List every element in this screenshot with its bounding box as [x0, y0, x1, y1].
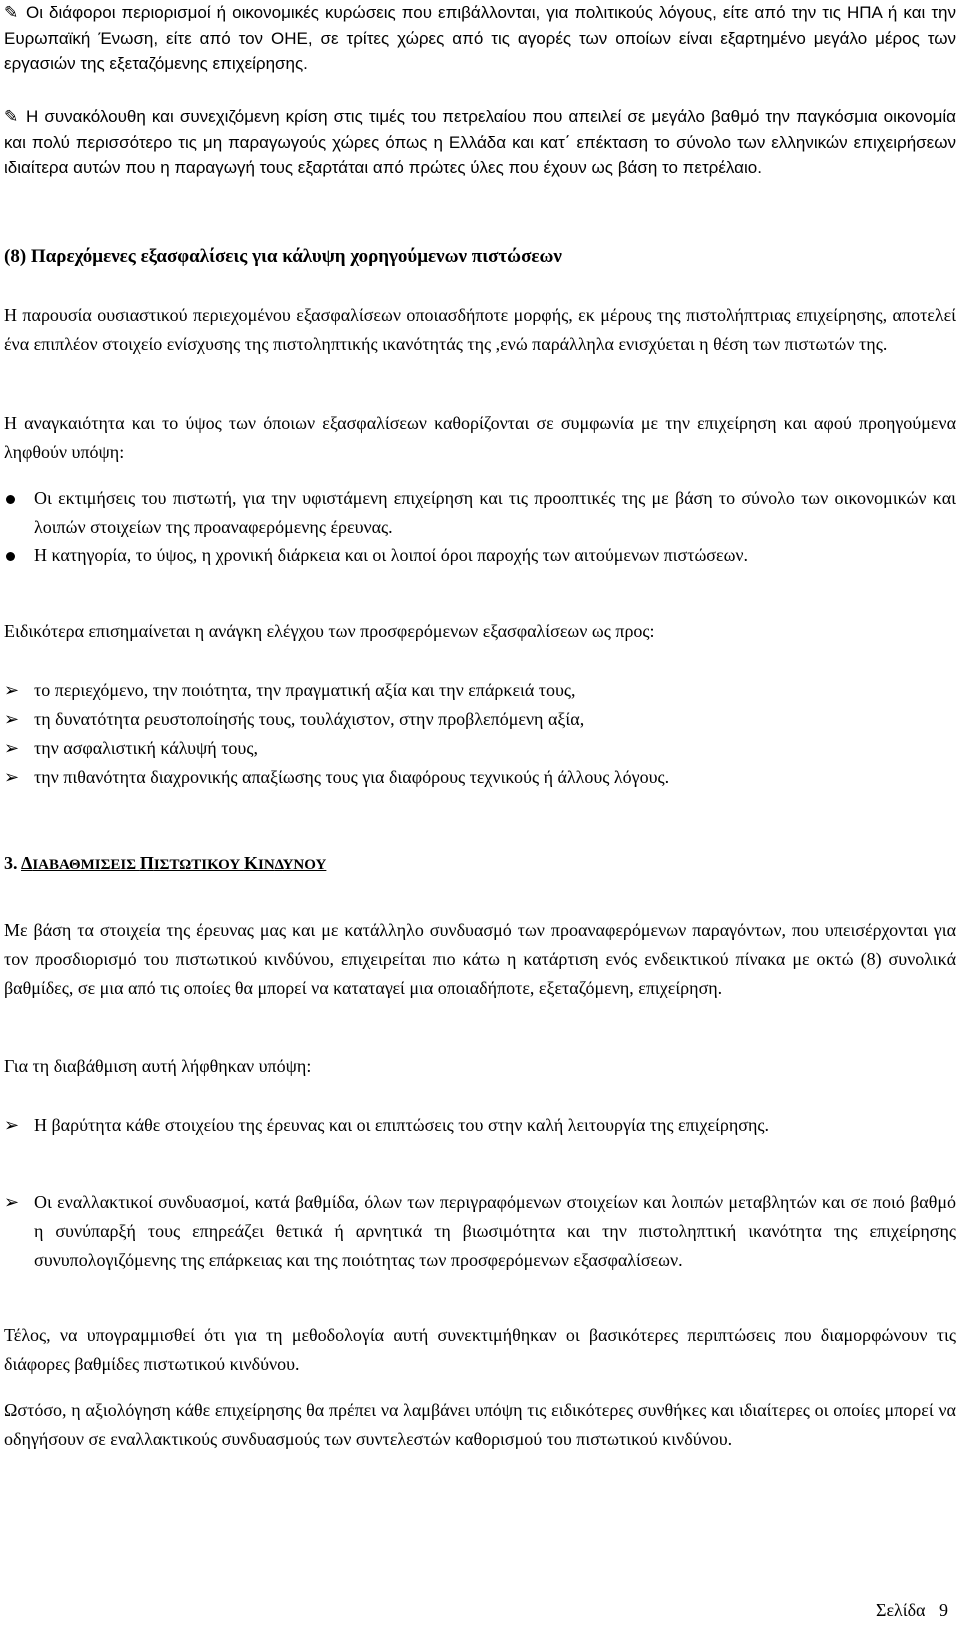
section-title-text: ΔΙΑΒΑΘΜΙΣΕΙΣ ΠΙΣΤΩΤΙΚΟΥ ΚΙΝΔΥΝΟΥ: [21, 853, 327, 873]
list-item: [4, 705, 956, 734]
filled-circle-icon: [6, 495, 15, 504]
arrowhead-check-icon: ➢: [4, 680, 20, 701]
section-title: 3. ΔΙΑΒΑΘΜΙΣΕΙΣ ΠΙΣΤΩΤΙΚΟΥ ΚΙΝΔΥΝΟΥ: [4, 853, 327, 873]
paragraph: Η αναγκαιότητα και το ύψος των όποιων εξασφαλίσεων καθορίζονται σε συμφωνία με την επιχείρηση και αφού προηγούμενα ληφθούν υπόψη:: [4, 413, 956, 462]
list-item-text: την ασφαλιστική κάλυψή τους,: [34, 738, 258, 758]
arrowhead-check-icon: ➢: [4, 1115, 20, 1136]
list-item: [4, 676, 956, 705]
pointing-hand-icon: ✎: [4, 107, 19, 126]
list-item: [4, 734, 956, 763]
list-item-text: τη δυνατότητα ρευστοποίησής τους, τουλάχιστον, στην προβλεπόμενη αξία,: [34, 709, 585, 729]
pointing-hand-icon: ✎: [4, 3, 19, 22]
arrowhead-check-icon: ➢: [4, 709, 20, 730]
paragraph: Ωστόσο, η αξιολόγηση κάθε επιχείρησης θα πρέπει να λαμβάνει υπόψη τις ειδικότερες συνθήκες και ιδιαίτερες οι οποίες μπορεί να οδηγήσουν σε εναλλακτικούς συνδυασμούς των συντελεστών καθορισμού του πιστωτικού κινδύνου.: [4, 1400, 956, 1449]
page-label: Σελίδα: [875, 1600, 926, 1620]
list-item: [4, 484, 956, 542]
list-item: [4, 763, 956, 792]
list-item-text: Οι εκτιμήσεις του πιστωτή, για την υφιστάμενη επιχείρηση και τις προοπτικές της με βάση το σύνολο των οικονομικών και λοιπών στοιχείων της προαναφερόμενης έρευνας.: [34, 488, 956, 537]
page-footer: [876, 1600, 948, 1621]
paragraph: Για τη διαβάθμιση αυτή λήφθηκαν υπόψη:: [4, 1056, 312, 1076]
hand-bullet-paragraph: [4, 104, 956, 181]
arrowhead-check-icon: ➢: [4, 767, 20, 788]
paragraph: Με βάση τα στοιχεία της έρευνας μας και με κατάλληλο συνδυασμό των προαναφερόμενων παραγόντων, που υπεισέρχονται για τον προσδιορισμό του πιστωτικού κινδύνου, επιχειρείται πιο κάτω η κατάρτιση ενός ενδεικτικού πίνακα με οκτώ (8) συνολικά βαθμίδες, σε μια από τις οποίες θα μπορεί να καταταγεί μια οποιαδήποτε, εξεταζόμενη, επιχείρηση.: [4, 920, 956, 998]
list-item: [4, 1188, 956, 1275]
list-item-text: Οι εναλλακτικοί συνδυασμοί, κατά βαθμίδα, όλων των περιγραφόμενων στοιχείων και λοιπών μεταβλητών και σε ποιό βαθμό η συνύπαρξή τους επηρεάζει θετικά ή αρνητικά τη βιωσιμότητα και την πιστοληπτική ικανότητα της επιχείρησης συνυπολογιζόμενης της επάρκειας και της ποιότητας των προσφερόμενων εξασφαλίσεων.: [34, 1192, 956, 1270]
list-item: [4, 541, 956, 570]
paragraph: Ειδικότερα επισημαίνεται η ανάγκη ελέγχου των προσφερόμενων εξασφαλίσεων ως προς:: [4, 621, 655, 641]
list-item-text: την πιθανότητα διαχρονικής απαξίωσης τους για διαφόρους τεχνικούς ή άλλους λόγους.: [34, 767, 670, 787]
paragraph-text: Οι διάφοροι περιορισμοί ή οικονομικές κυρώσεις που επιβάλλονται, για πολιτικούς λόγους, είτε από την τις ΗΠΑ ή και την Ευρωπαϊκή Ένωση, είτε από τον ΟΗΕ, σε τρίτες χώρες από τις αγορές των οποίων είναι εξαρτημένο μεγάλο μέρος των εργασιών της εξεταζόμενης επιχείρησης.: [4, 3, 956, 73]
list-item-text: το περιεχόμενο, την ποιότητα, την πραγματική αξία και την επάρκειά τους,: [34, 680, 576, 700]
arrowhead-check-icon: ➢: [4, 1192, 20, 1213]
paragraph: Η παρουσία ουσιαστικού περιεχομένου εξασφαλίσεων οποιασδήποτε μορφής, εκ μέρους της πιστολήπτριας επιχείρησης, αποτελεί ένα επιπλέον στοιχείο ενίσχυσης της πιστοληπτικής ικανότητάς της ,ενώ παράλληλα ενισχύεται η θέση των πιστωτών της.: [4, 305, 956, 354]
arrowhead-check-icon: ➢: [4, 738, 20, 759]
page-number: 9: [939, 1600, 948, 1620]
filled-circle-icon: [6, 552, 15, 561]
paragraph: Τέλος, να υπογραμμισθεί ότι για τη μεθοδολογία αυτή συνεκτιμήθηκαν οι βασικότερες περιπτώσεις που διαμορφώνουν τις διάφορες βαθμίδες πιστωτικού κινδύνου.: [4, 1325, 956, 1374]
list-item: [4, 1111, 956, 1140]
section-heading: (8) Παρεχόμενες εξασφαλίσεις για κάλυψη χορηγούμενων πιστώσεων: [4, 246, 562, 267]
list-item-text: Η κατηγορία, το ύψος, η χρονική διάρκεια και οι λοιποί όροι παροχής των αιτούμενων πιστώσεων.: [34, 545, 749, 565]
hand-bullet-paragraph: [4, 0, 956, 77]
list-item-text: Η βαρύτητα κάθε στοιχείου της έρευνας και οι επιπτώσεις του στην καλή λειτουργία της επιχείρησης.: [34, 1115, 770, 1135]
paragraph-text: Η συνακόλουθη και συνεχιζόμενη κρίση στις τιμές του πετρελαίου που απειλεί σε μεγάλο βαθμό την παγκόσμια οικονομία και πολύ περισσότερο τις μη παραγωγούς χώρες όπως η Ελλάδα και κατ΄ επέκταση το σύνολο των ελληνικών επιχειρήσεων ιδιαίτερα αυτών που η παραγωγή τους εξαρτάται από πρώτες ύλες που έχουν ως βάση το πετρέλαιο.: [4, 107, 956, 177]
